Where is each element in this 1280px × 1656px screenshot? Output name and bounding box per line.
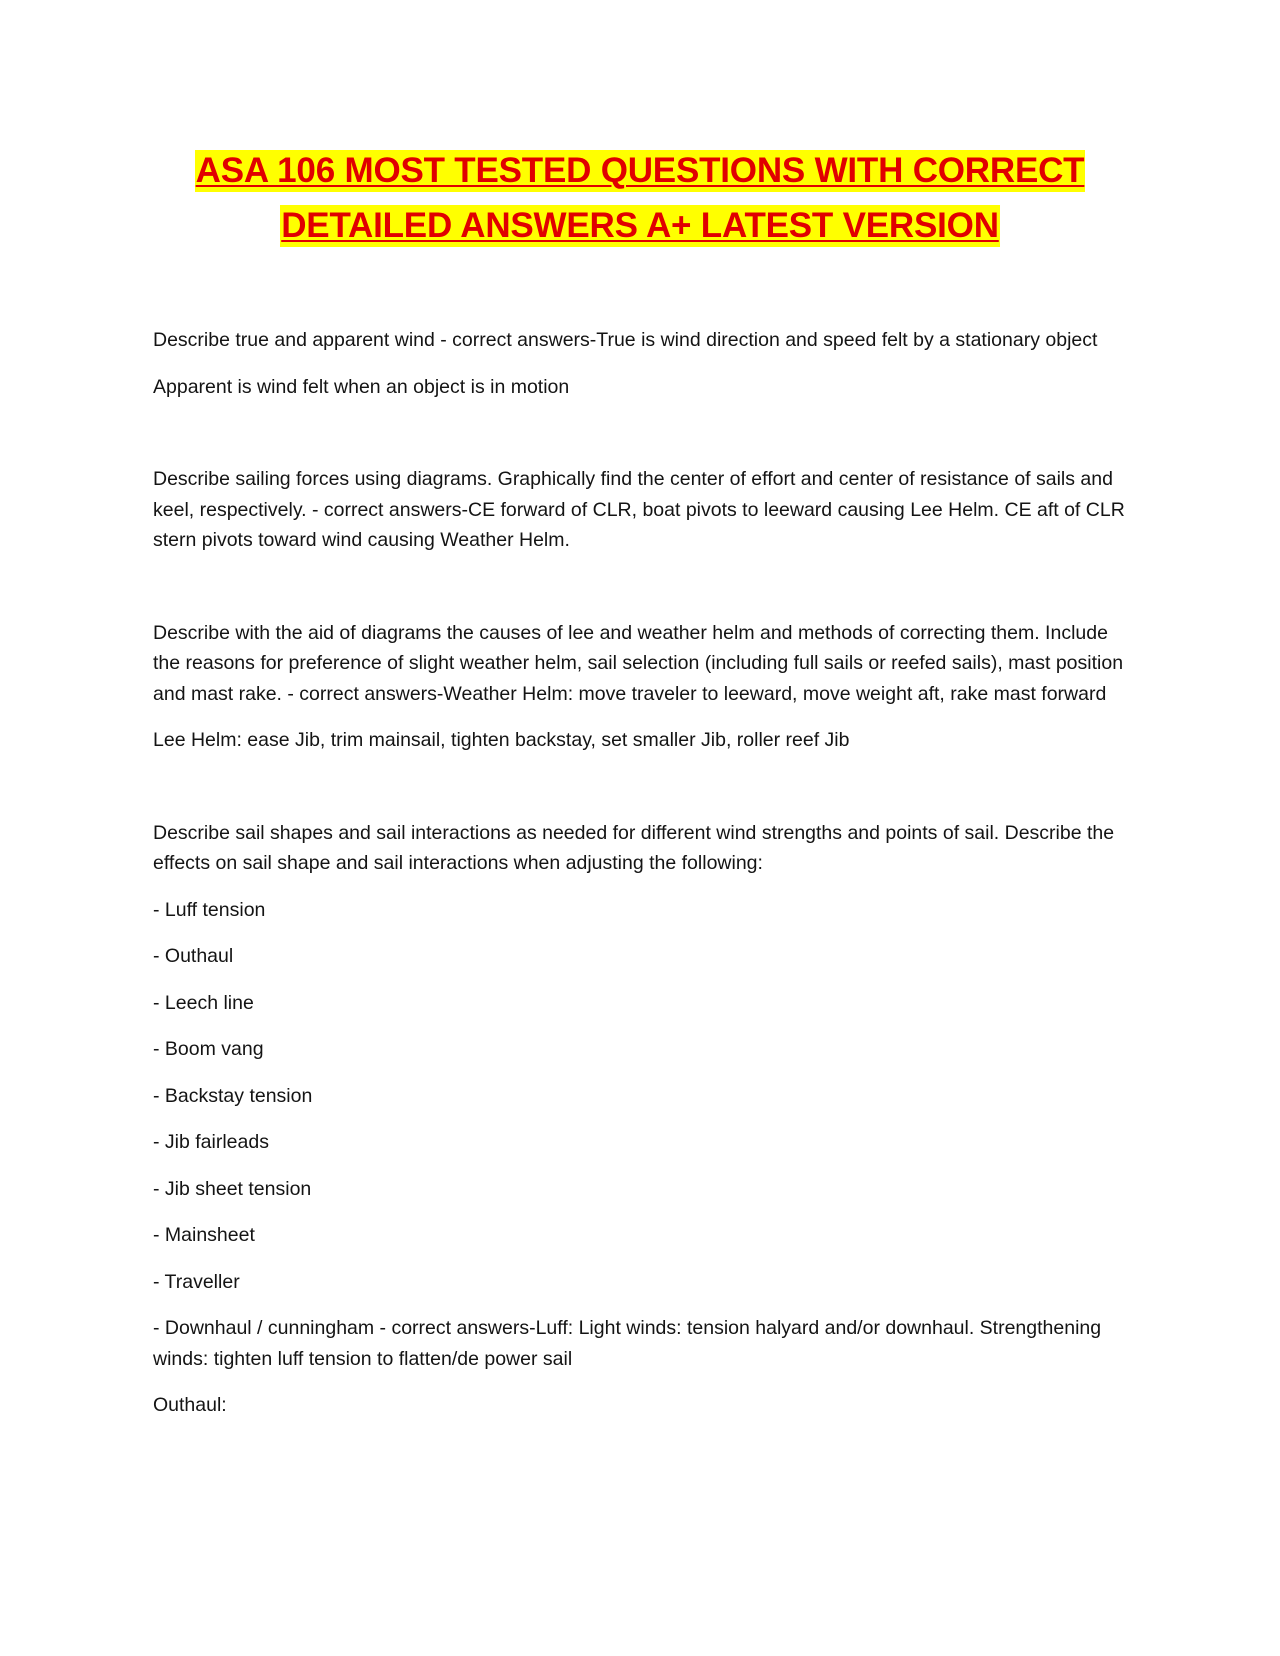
list-item: - Jib fairleads: [153, 1131, 269, 1153]
list-item: - Outhaul: [153, 945, 234, 967]
question-1-text: Describe true and apparent wind - correct answers-True is wind direction and speed felt by a stationary object: [153, 329, 1098, 351]
list-item: - Downhaul / cunningham - correct answers-Luff: Light winds: tension halyard and/or downhaul. Strengthening winds: tighten luff tension to flatten/de power sail: [153, 1317, 1102, 1370]
list-item: - Luff tension: [153, 898, 266, 921]
list-item: - Jib sheet tension: [153, 1177, 312, 1200]
title-line-2: DETAILED ANSWERS A+ LATEST VERSION: [281, 206, 999, 245]
list-item: - Leech line: [153, 991, 254, 1014]
closing-line: Outhaul:: [153, 1394, 227, 1416]
question-3-text: Describe with the aid of diagrams the causes of lee and weather helm and methods of correcting them. Include the reasons for preference of slight weather helm, sail selection (including full sails or reefed sails), mast position and mast rake. - correct answers-Weather Helm: move traveler to leeward, move weight aft, rake mast forward: [153, 621, 1124, 705]
list-item: - Traveller: [153, 1270, 240, 1293]
question-2-text: Describe sailing forces using diagrams. Graphically find the center of effort and center of resistance of sails and keel, respectively. - correct answers-CE forward of CLR, boat pivots to leeward causing Lee Helm. CE aft of CLR stern pivots toward wind causing Weather Helm.: [153, 468, 1125, 551]
list-item: - Mainsheet: [153, 1224, 255, 1246]
title-line-1: ASA 106 MOST TESTED QUESTIONS WITH CORRECT: [195, 151, 1085, 190]
list-item: - Boom vang: [153, 1038, 264, 1060]
document-title: [0, 150, 1280, 260]
question-3-answer-continued: Lee Helm: ease Jib, trim mainsail, tighten backstay, set smaller Jib, roller reef Jib: [153, 729, 850, 751]
title-row-1: [0, 150, 1280, 205]
question-4-text: Describe sail shapes and sail interactions as needed for different wind strengths and points of sail. Describe the effects on sail shape and sail interactions when adjusting the following:: [153, 821, 1115, 874]
question-1-answer-continued: Apparent is wind felt when an object is in motion: [153, 375, 570, 398]
document-body: [153, 325, 1133, 1437]
title-row-2: [0, 205, 1280, 260]
list-item: - Backstay tension: [153, 1084, 313, 1107]
